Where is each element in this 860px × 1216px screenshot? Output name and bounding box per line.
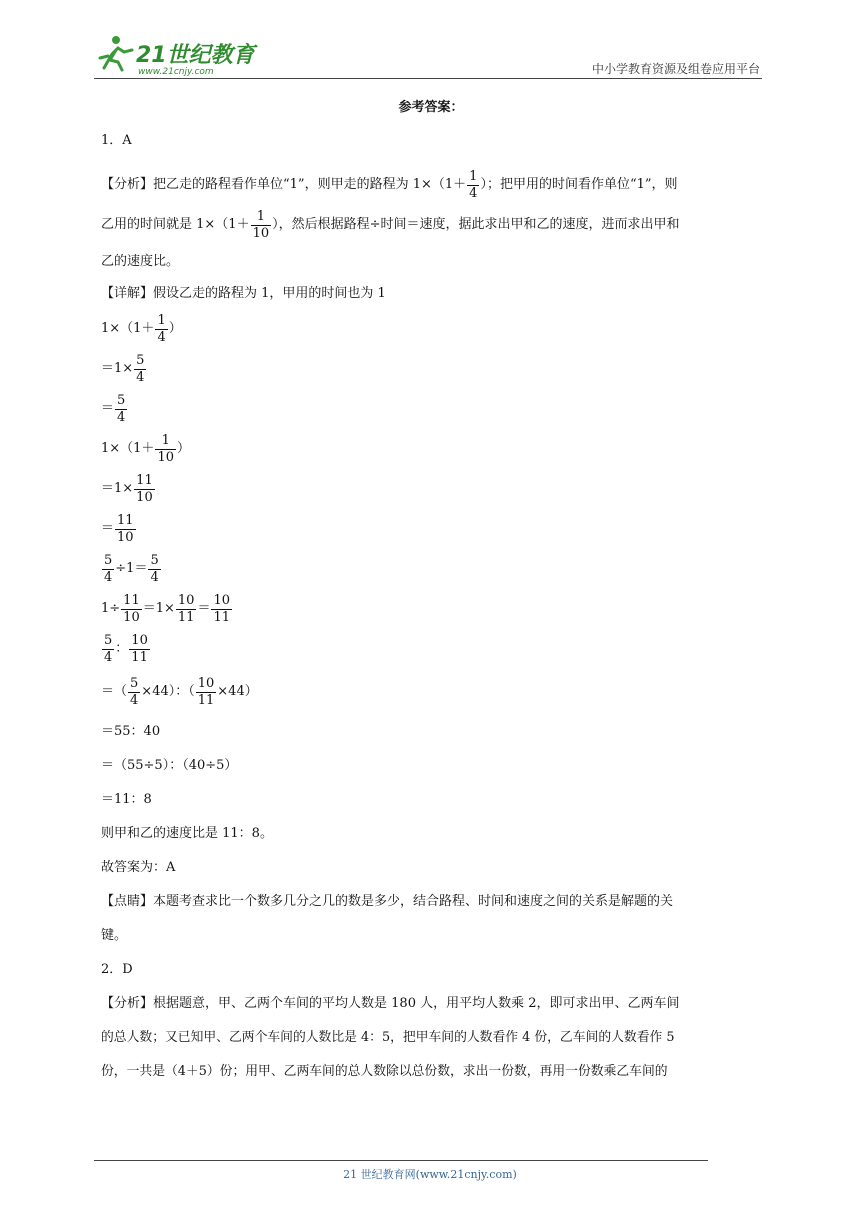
- q2-number: 2．D: [101, 962, 133, 977]
- step: $\frac{5}{4}$ ÷1＝ $\frac{5}{4}$: [104, 552, 159, 585]
- step: 1×（1＋ $\frac{1}{10}$ ）: [101, 432, 190, 465]
- step: ＝1× $\frac{11}{10}$: [101, 472, 153, 505]
- conclusion: 则甲和乙的速度比是 11：8。: [101, 826, 273, 841]
- detail-tag: 【详解】: [101, 286, 154, 301]
- svg-text:www.21cnjy.com: www.21cnjy.com: [138, 67, 214, 76]
- fraction: $\frac{1}{10}$: [252, 208, 270, 241]
- footer-rule: [94, 1160, 708, 1161]
- answer-line: 故答案为：A: [101, 860, 176, 875]
- point-tag: 【点睛】: [101, 894, 154, 909]
- analysis-tag: 【分析】: [101, 996, 154, 1011]
- q2-analysis: 的总人数；又已知甲、乙两个车间的人数比是 4：5，把甲车间的人数看作 4 份，乙车间的人数看作 5: [101, 1030, 675, 1045]
- step: ＝（ $\frac{5}{4}$ ×44）：（ $\frac{10}{11}$ ×44）: [101, 675, 258, 708]
- point-text: 键。: [101, 928, 128, 943]
- footer-link[interactable]: 21 世纪教育网(www.21cnjy.com): [343, 1168, 517, 1181]
- point-text: 本题考查求比一个数多几分之几的数是多少，结合路程、时间和速度之间的关系是解题的关: [153, 894, 674, 909]
- answer-content: [101, 98, 761, 1089]
- detail-text: 假设乙走的路程为 1，甲用的时间也为 1: [153, 286, 386, 301]
- analysis-tag: 【分析】: [101, 177, 154, 192]
- step: 1÷ $\frac{11}{10}$ ＝1× $\frac{10}{11}$ ＝ $\frac{10}{11}$: [101, 592, 230, 625]
- text: 把乙走的路程看作单位“1”，则甲走的路程为 1×（1＋: [153, 177, 467, 192]
- step: $\frac{5}{4}$ ： $\frac{10}{11}$: [104, 632, 148, 665]
- q2-analysis: 份，一共是（4＋5）份；用甲、乙两车间的总人数除以总份数，求出一份数，再用一份数乘乙车间的: [101, 1064, 668, 1079]
- page-header: [94, 30, 762, 78]
- step: 1×（1＋ $\frac{1}{4}$ ）: [101, 312, 182, 345]
- fraction: $\frac{1}{4}$: [469, 168, 478, 201]
- step: ＝11：8: [101, 792, 152, 807]
- step: ＝ $\frac{11}{10}$: [101, 512, 134, 545]
- q1-number: 1．A: [101, 133, 132, 148]
- header-rule: [94, 78, 762, 79]
- svg-text:21世纪教育: 21世纪教育: [136, 43, 255, 68]
- step: ＝ $\frac{5}{4}$: [101, 392, 126, 425]
- answer-title: 参考答案：: [398, 100, 464, 115]
- q1-analysis: [101, 165, 761, 279]
- platform-name: 中小学教育资源及组卷应用平台: [591, 62, 760, 76]
- text: ）；把甲用的时间看作单位“1”，则: [480, 177, 678, 192]
- 21cnjy-logo: [94, 30, 264, 76]
- step: ＝55：40: [101, 724, 161, 739]
- step: ＝1× $\frac{5}{4}$: [101, 352, 145, 385]
- text: 乙的速度比。: [101, 254, 180, 269]
- step: ＝（55÷5）：（40÷5）: [101, 758, 238, 773]
- text: 乙用的时间就是 1×（1＋: [101, 217, 250, 232]
- q2-analysis: 根据题意，甲、乙两个车间的平均人数是 180 人，用平均人数乘 2，即可求出甲、乙两车间: [153, 996, 680, 1011]
- text: ），然后根据路程÷时间＝速度，据此求出甲和乙的速度，进而求出甲和: [272, 217, 680, 232]
